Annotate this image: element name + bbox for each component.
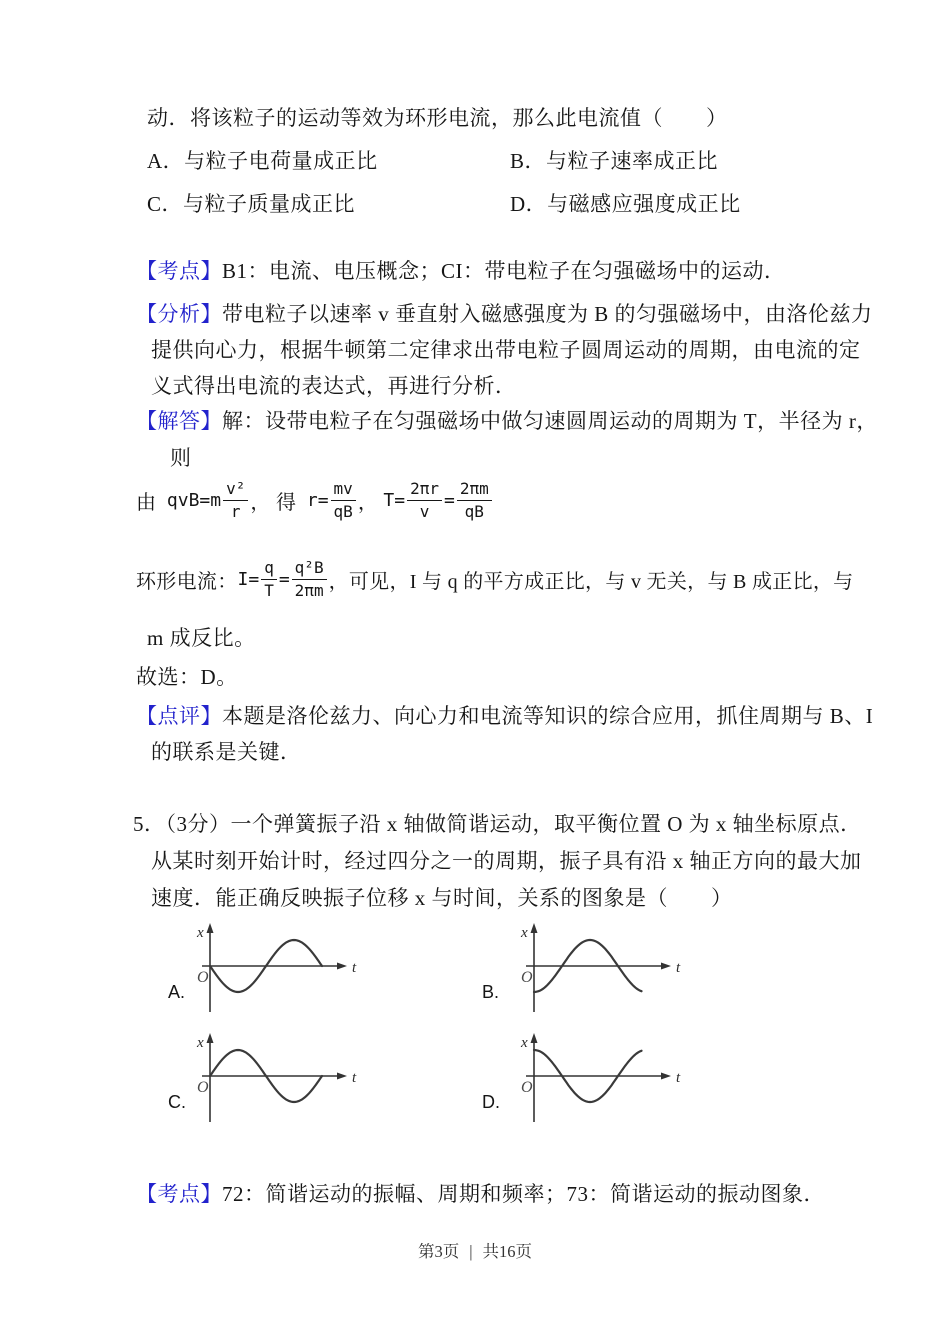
x-axis-arrow-icon	[661, 1073, 671, 1080]
y-axis-label: x	[521, 1035, 528, 1051]
formula2-tail: ，可见，I 与 q 的平方成正比，与 v 无关，与 B 成正比，与	[328, 570, 854, 593]
fraction-numerator: v²	[223, 479, 248, 500]
q4-option-c	[147, 190, 355, 218]
q4-keypoint-text: B1：电流、电压概念；CI：带电粒子在匀强磁场中的运动．	[222, 259, 786, 283]
q4-conclusion-m-line: m 成反比。	[147, 626, 256, 650]
x-axis-arrow-icon	[661, 963, 671, 970]
q4-formula-current	[136, 545, 853, 613]
x-axis-arrow-icon	[337, 963, 347, 970]
y-axis-arrow-icon	[531, 1033, 538, 1043]
x-axis-label: t	[676, 1070, 681, 1086]
q5-graph-d-label: D.	[482, 1092, 500, 1112]
q4-option-d-text: 与磁感应强度成正比	[547, 192, 741, 216]
x-axis-arrow-icon	[337, 1073, 347, 1080]
q4-analysis-line3: 义式得出电流的表达式，再进行分析．	[151, 374, 517, 398]
q4-option-a-label: A．	[147, 149, 185, 173]
q5-graph-a-label: A.	[168, 982, 186, 1002]
q5-graph-b-label: B.	[482, 982, 500, 1002]
q4-keypoint-line	[136, 257, 786, 285]
formula1-equals: =	[444, 489, 455, 511]
q5-graph-b	[520, 920, 692, 1023]
formula2-fraction-q-T	[261, 558, 277, 599]
q4-option-b-text: 与粒子速率成正比	[546, 149, 719, 173]
comment-tag: 【点评】	[136, 704, 222, 728]
q4-solution-line1	[136, 407, 878, 435]
formula1-fraction-2pim-qB	[457, 479, 492, 520]
y-axis-label: x	[197, 1035, 204, 1051]
y-axis-arrow-icon	[207, 923, 214, 933]
formula1-lead: 由	[136, 491, 167, 514]
q4-option-b	[510, 147, 718, 175]
q4-option-c-label: C．	[147, 192, 184, 216]
q5-keypoint-text: 72：简谐运动的振幅、周期和频率；73：简谐运动的振动图象．	[222, 1182, 825, 1206]
q4-comment-line1	[136, 702, 873, 730]
q4-analysis-line1	[136, 300, 873, 328]
footer-total-pages: 共16页	[482, 1242, 533, 1261]
q4-comment-line2: 的联系是关键．	[151, 740, 302, 764]
origin-label: O	[521, 1079, 533, 1096]
q5-stem-line3: 速度．能正确反映振子位移 x 与时间，关系的图象是（ ）	[151, 886, 733, 910]
fraction-numerator: 2πm	[457, 479, 492, 500]
q4-analysis-text1: 带电粒子以速率 v 垂直射入磁感强度为 B 的匀强磁场中，由洛伦兹力	[222, 302, 873, 326]
x-axis-label: t	[352, 1070, 357, 1086]
x-axis-label: t	[676, 960, 681, 976]
formula1-mid2: ，	[357, 491, 384, 514]
q5-stem-line2: 从某时刻开始计时，经过四分之一的周期，振子具有沿 x 轴正方向的最大加	[151, 849, 862, 873]
formula1-fraction-v2-r	[223, 479, 248, 520]
footer-separator: |	[469, 1242, 473, 1261]
q4-solution-text1: 解：设带电粒子在匀强磁场中做匀速圆周运动的周期为 T，半径为 r，	[222, 409, 878, 433]
q4-option-c-text: 与粒子质量成正比	[183, 192, 356, 216]
page-footer	[0, 1238, 950, 1262]
q4-option-a	[147, 147, 378, 175]
formula1-fraction-2pir-v	[407, 479, 442, 520]
formula1-expr1: qvB=m	[166, 489, 222, 511]
q5-graph-c-label: C.	[168, 1092, 186, 1112]
footer-page-number: 第3页	[417, 1242, 460, 1261]
q4-analysis-line2: 提供向心力，根据牛顿第二定律求出带电粒子圆周运动的周期，由电流的定	[151, 338, 861, 362]
y-axis-arrow-icon	[531, 923, 538, 933]
formula1-expr3: T=	[383, 489, 406, 511]
x-axis-label: t	[352, 960, 357, 976]
q5-graph-c	[196, 1030, 368, 1133]
fraction-denominator: v	[419, 501, 430, 521]
q5-keypoint-line	[136, 1180, 825, 1208]
fraction-numerator: q	[261, 558, 277, 579]
q4-option-b-label: B．	[510, 149, 547, 173]
q4-answer-line: 故选：D。	[136, 665, 238, 689]
fraction-denominator: r	[230, 501, 241, 521]
fraction-numerator: q²B	[292, 558, 327, 579]
q4-option-d	[510, 190, 741, 218]
q4-stem-continuation: 动．将该粒子的运动等效为环形电流，那么此电流值（ ）	[147, 106, 728, 130]
formula2-expr1: I=	[237, 568, 260, 590]
formula1-fraction-mv-qB	[331, 479, 356, 520]
formula2-lead: 环形电流：	[136, 570, 238, 593]
formula1-mid1: ， 得	[250, 491, 307, 514]
formula1-expr2: r=	[306, 489, 329, 511]
q4-option-d-label: D．	[510, 192, 548, 216]
q5-graph-d	[520, 1030, 692, 1133]
keypoint-tag: 【考点】	[136, 259, 222, 283]
fraction-denominator: 2πm	[294, 580, 324, 600]
fraction-numerator: 2πr	[407, 479, 442, 500]
y-axis-arrow-icon	[207, 1033, 214, 1043]
q5-stem-line1: 5．（3分）一个弹簧振子沿 x 轴做简谐运动，取平衡位置 O 为 x 轴坐标原点．	[133, 812, 862, 836]
solution-tag: 【解答】	[136, 409, 222, 433]
formula2-fraction-q2B-2pim	[292, 558, 327, 599]
fraction-numerator: mv	[331, 479, 356, 500]
q5-graph-a	[196, 920, 368, 1023]
q4-formula-period	[136, 468, 494, 532]
q4-option-a-text: 与粒子电荷量成正比	[184, 149, 378, 173]
fraction-denominator: T	[264, 580, 274, 600]
analysis-tag: 【分析】	[136, 302, 222, 326]
origin-label: O	[197, 969, 209, 986]
origin-label: O	[197, 1079, 209, 1096]
q4-solution-line2: 则	[170, 446, 192, 470]
y-axis-label: x	[521, 925, 528, 941]
keypoint-tag: 【考点】	[136, 1182, 222, 1206]
fraction-denominator: qB	[464, 501, 484, 521]
q4-comment-text1: 本题是洛伦兹力、向心力和电流等知识的综合应用，抓住周期与 B、I	[222, 704, 874, 728]
origin-label: O	[521, 969, 533, 986]
formula2-equals: =	[278, 568, 290, 590]
fraction-denominator: qB	[333, 501, 353, 521]
y-axis-label: x	[197, 925, 204, 941]
